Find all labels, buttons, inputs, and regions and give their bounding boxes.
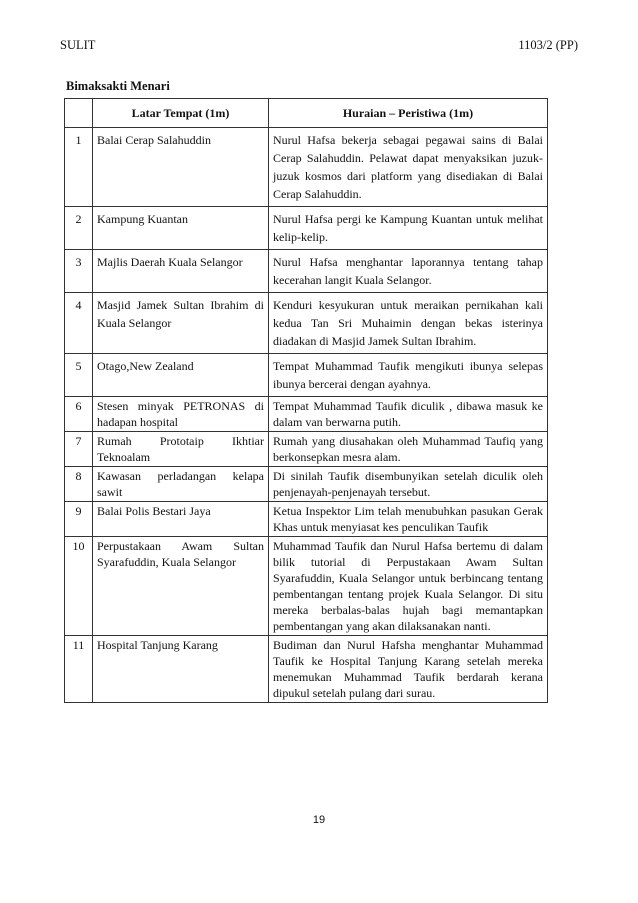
table-row bbox=[65, 354, 548, 397]
header-classification: SULIT bbox=[60, 38, 96, 52]
row-place: Rumah Prototaip Ikhtiar Teknoalam bbox=[93, 432, 269, 467]
table-row bbox=[65, 128, 548, 207]
table-row bbox=[65, 537, 548, 636]
row-description: Rumah yang diusahakan oleh Muhammad Taufiq yang berkonsepkan mesra alam. bbox=[269, 432, 548, 467]
row-place: Otago,New Zealand bbox=[93, 354, 269, 397]
row-description: Tempat Muhammad Taufik mengikuti ibunya selepas ibunya bercerai dengan ayahnya. bbox=[269, 354, 548, 397]
table-row bbox=[65, 250, 548, 293]
row-place: Hospital Tanjung Karang bbox=[93, 636, 269, 703]
setting-table bbox=[64, 98, 548, 703]
column-header-number bbox=[65, 99, 93, 128]
row-number: 10 bbox=[65, 537, 93, 636]
table-row bbox=[65, 636, 548, 703]
row-number: 7 bbox=[65, 432, 93, 467]
row-description: Nurul Hafsa bekerja sebagai pegawai sains di Balai Cerap Salahuddin. Pelawat dapat menyaksikan juzuk-juzuk kosmos dari platform yang disediakan di Balai Cerap Salahuddin. bbox=[269, 128, 548, 207]
row-place: Majlis Daerah Kuala Selangor bbox=[93, 250, 269, 293]
row-place: Kampung Kuantan bbox=[93, 207, 269, 250]
row-number: 4 bbox=[65, 293, 93, 354]
column-header-place: Latar Tempat (1m) bbox=[93, 99, 269, 128]
row-description: Nurul Hafsa menghantar laporannya tentang tahap kecerahan langit Kuala Selangor. bbox=[269, 250, 548, 293]
row-place: Balai Cerap Salahuddin bbox=[93, 128, 269, 207]
row-number: 11 bbox=[65, 636, 93, 703]
row-description: Nurul Hafsa pergi ke Kampung Kuantan untuk melihat kelip-kelip. bbox=[269, 207, 548, 250]
table-row bbox=[65, 207, 548, 250]
row-place: Masjid Jamek Sultan Ibrahim di Kuala Selangor bbox=[93, 293, 269, 354]
row-description: Budiman dan Nurul Hafsha menghantar Muhammad Taufik ke Hospital Tanjung Karang setelah mereka menemukan Muhammad Taufik berdarah kerana dipukul setelah pulang dari surau. bbox=[269, 636, 548, 703]
header-paper-code: 1103/2 (PP) bbox=[518, 38, 578, 52]
document-title: Bimaksakti Menari bbox=[66, 79, 170, 93]
row-number: 2 bbox=[65, 207, 93, 250]
row-number: 1 bbox=[65, 128, 93, 207]
row-number: 8 bbox=[65, 467, 93, 502]
row-description: Kenduri kesyukuran untuk meraikan pernikahan kali kedua Tan Sri Muhaimin dengan bekas isterinya diadakan di Masjid Jamek Sultan Ibrahim. bbox=[269, 293, 548, 354]
row-place: Stesen minyak PETRONAS di hadapan hospital bbox=[93, 397, 269, 432]
row-place: Perpustakaan Awam Sultan Syarafuddin, Kuala Selangor bbox=[93, 537, 269, 636]
row-place: Balai Polis Bestari Jaya bbox=[93, 502, 269, 537]
table-row bbox=[65, 293, 548, 354]
table-row bbox=[65, 397, 548, 432]
table-row bbox=[65, 467, 548, 502]
row-description: Ketua Inspektor Lim telah menubuhkan pasukan Gerak Khas untuk menyiasat kes penculikan Taufik bbox=[269, 502, 548, 537]
row-number: 9 bbox=[65, 502, 93, 537]
row-description: Tempat Muhammad Taufik diculik , dibawa masuk ke dalam van berwarna putih. bbox=[269, 397, 548, 432]
page-header bbox=[60, 38, 578, 54]
row-number: 3 bbox=[65, 250, 93, 293]
row-place: Kawasan perladangan kelapa sawit bbox=[93, 467, 269, 502]
page-number: 19 bbox=[312, 814, 326, 826]
table-row bbox=[65, 502, 548, 537]
row-number: 6 bbox=[65, 397, 93, 432]
table-row bbox=[65, 432, 548, 467]
row-description: Muhammad Taufik dan Nurul Hafsa bertemu di dalam bilik tutorial di Perpustakaan Awam Sultan Syarafuddin, Kuala Selangor untuk berbincang tentang pembentangan tentang projek Kuala Selangor. Di situ mereka berbalas-balas hujah bagi memantapkan pembentangan yang akan dilaksanakan nanti. bbox=[269, 537, 548, 636]
table-header-row bbox=[65, 99, 548, 128]
row-number: 5 bbox=[65, 354, 93, 397]
column-header-description: Huraian – Peristiwa (1m) bbox=[269, 99, 548, 128]
row-description: Di sinilah Taufik disembunyikan setelah diculik oleh penjenayah-penjenayah tersebut. bbox=[269, 467, 548, 502]
